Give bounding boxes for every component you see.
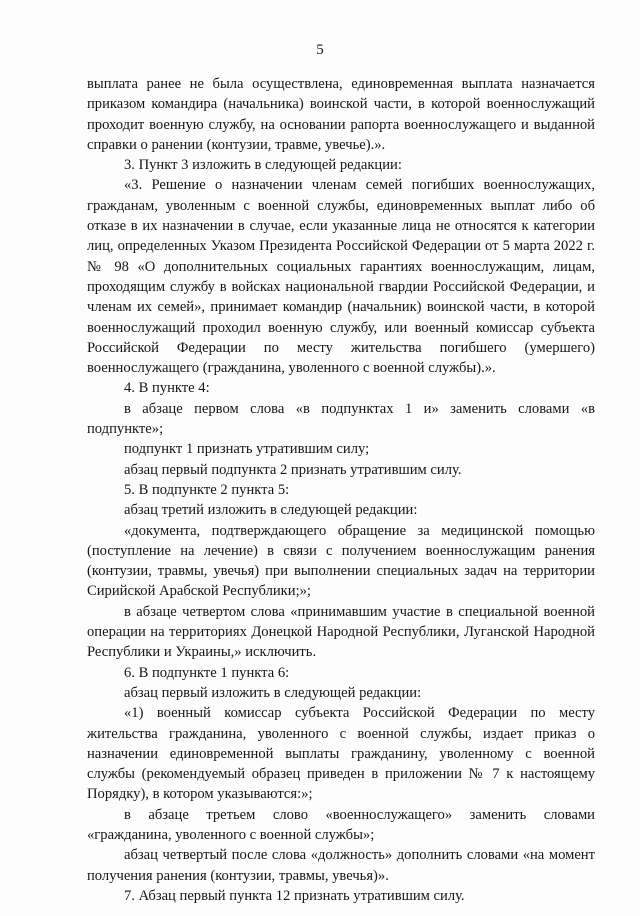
paragraph-item-3-heading: 3. Пункт 3 изложить в следующей редакции:: [124, 157, 402, 174]
paragraph-item-7: 7. Абзац первый пункта 12 признать утратившим силу.: [124, 887, 465, 904]
paragraph-item-6-restate: абзац первый изложить в следующей редакции:: [124, 684, 422, 701]
paragraph-item-6-order: «1) военный комиссар субъекта Российской Федерации по месту жительства гражданина, уволенного с военной службы, издает приказ о назначении единовременной выплаты гражданину, уволенному с военной службы (рекомендуемый образец приведен в приложении № 7 к настоящему Порядку), в котором указываются:»;: [87, 705, 595, 803]
paragraph-item-6-supplement: абзац четвертый после слова «должность» дополнить словами «на момент получения ранения (контузии, травмы, увечья)».: [87, 847, 595, 884]
paragraph-item-5-exclude: в абзаце четвертом слова «принимавшим участие в специальной военной операции на территориях Донецкой Народной Республики, Луганской Народной Республики и Украины,» исключить.: [87, 603, 595, 661]
paragraph-item-4-repeal-subitem: подпункт 1 признать утратившим силу;: [124, 441, 370, 458]
paragraph-item-5-document: «документа, подтверждающего обращение за медицинской помощью (поступление на лечение) в связи с получением военнослужащим ранения (контузии, травмы, увечья) при выполнении специальных задач на территории Сирийской Арабской Республики;»;: [87, 522, 595, 600]
paragraph-item-4-replace: в абзаце первом слова «в подпунктах 1 и» заменить словами «в подпункте»;: [87, 400, 595, 438]
paragraph-item-5-heading: 5. В подпункте 2 пункта 5:: [124, 481, 290, 498]
page-number: 5: [316, 42, 324, 58]
paragraph-item-6-heading: 6. В подпункте 1 пункта 6:: [124, 664, 290, 681]
paragraph-item-6-replace-word: в абзаце третьем слово «военнослужащего» заменить словами «гражданина, уволенного с военной службы»;: [87, 806, 595, 843]
paragraph-item-5-restate: абзац третий изложить в следующей редакции:: [124, 502, 418, 519]
paragraph-item-4-repeal-paragraph: абзац первый подпункта 2 признать утратившим силу.: [124, 461, 462, 478]
document-body: [87, 74, 595, 906]
paragraph-item-3-text: «3. Решение о назначении членам семей погибших военнослужащих, гражданам, уволенным с военной службы, единовременных выплат либо об отказе в их назначении в случае, если указанные лица не относятся к категории лиц, определенных Указом Президента Российской Федерации от 5 марта 2022 г. № 98 «О дополнительных социальных гарантиях военнослужащим, лицам, проходящим службу в войсках национальной гвардии Российской Федерации, и членам их семей», принимает командир (начальник) воинской части, в которой военнослужащий проходил военную службу, или военный комиссар субъекта Российской Федерации по месту жительства погибшего (умершего) военнослужащего (гражданина, уволенного с военной службы).».: [87, 177, 595, 377]
paragraph-item-4-heading: 4. В пункте 4:: [124, 380, 210, 397]
paragraph-continuation: выплата ранее не была осуществлена, единовременная выплата назначается приказом командира (начальника) воинской части, в которой военнослужащий проходит военную службу, на основании рапорта военнослужащего и выданной справки о ранении (контузии, травме, увечье).».: [87, 76, 595, 153]
